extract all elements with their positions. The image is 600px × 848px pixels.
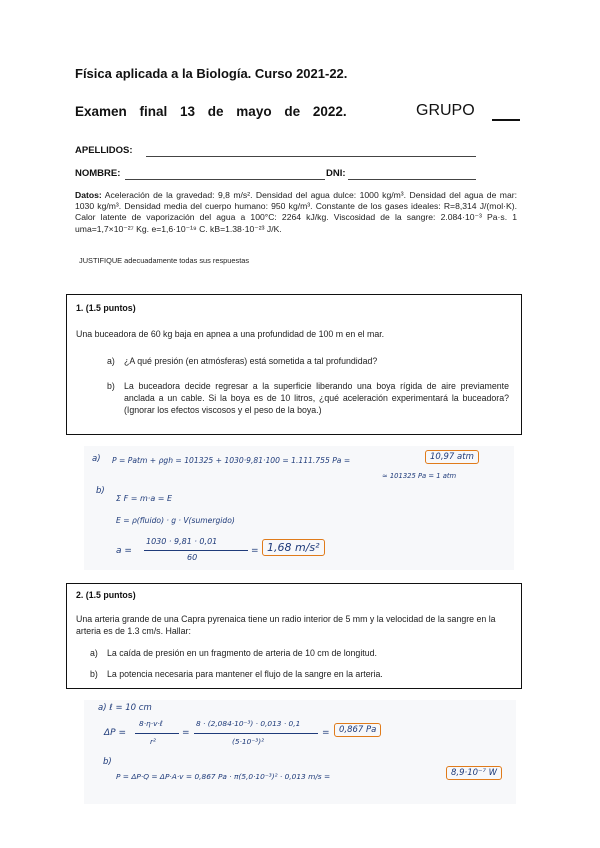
solution-2a-lhs: ΔP = — [104, 728, 126, 738]
solution-1b-force-balance: Σ F = m·a = E — [116, 494, 173, 503]
solution-1a-label: a) — [92, 454, 101, 464]
datos-text: Aceleración de la gravedad: 9,8 m/s². Densidad del agua dulce: 1000 kg/m³. Densidad del agua de mar: 1030 kg/m³. Densidad media del cuerpo humano: 950 kg/m³. Constante de los gases ideales: R=8,314 J/(mol·K). Calor latente de vaporización del agua a 100°C: 2264 kJ/kg. Viscosidad de la sangre: 2.084·10⁻³ Pa·s. 1 uma=1,7×10⁻²⁷ Kg. e=1,6·10⁻¹⁹ C. kB=1.38·10⁻²³ J/K. — [75, 190, 517, 234]
solution-1b-fraction-bar — [144, 550, 248, 551]
solution-2b-answer: 8,9·10⁻⁷ W — [446, 766, 502, 780]
exam-title: Examen final 13 de mayo de 2022. — [75, 104, 347, 119]
question-2-box — [66, 583, 522, 689]
dni-label: DNI: — [326, 168, 346, 179]
question-2b-label: b) — [90, 669, 98, 679]
solution-1b-answer: 1,68 m/s² — [262, 539, 325, 556]
solution-2a-answer: 0,867 Pa — [334, 723, 381, 737]
solution-1a-answer: 10,97 atm — [425, 450, 479, 464]
solution-2a-equals-1: = — [182, 728, 190, 738]
question-2a-text: La caída de presión en un fragmento de arteria de 10 cm de longitud. — [107, 648, 377, 658]
grupo-label: GRUPO — [416, 102, 475, 119]
solution-2a-fraction-bar-2 — [194, 733, 318, 734]
nombre-field[interactable] — [125, 179, 325, 180]
solution-2a-fraction-bar-1 — [135, 733, 179, 734]
solution-2a-values-den: (5·10⁻³)² — [232, 737, 265, 746]
datos-label: Datos: — [75, 190, 102, 200]
question-2a-label: a) — [90, 648, 98, 658]
apellidos-field[interactable] — [146, 156, 476, 157]
grupo-field[interactable] — [492, 119, 520, 121]
solution-1b-label: b) — [96, 486, 105, 496]
question-1-heading: 1. (1.5 puntos) — [76, 303, 136, 313]
solution-1b-buoyancy: E = ρ(fluido) · g · V(sumergido) — [116, 516, 235, 525]
solution-2b-equation: P = ΔP·Q = ΔP·A·v = 0,867 Pa · π(5,0·10⁻³)² · 0,013 m/s = — [116, 772, 331, 781]
solution-2a-equals-2: = — [322, 728, 330, 738]
justify-note: JUSTIFIQUE adecuadamente todas sus respuestas — [79, 256, 250, 265]
solution-1b-equals: = — [251, 546, 259, 556]
solution-2a-label: a) ℓ = 10 cm — [98, 703, 152, 713]
question-1-box — [66, 294, 522, 435]
dni-field[interactable] — [348, 179, 476, 180]
solution-2-area — [84, 700, 516, 804]
solution-2a-formula-num: 8·η·v·ℓ — [139, 719, 163, 728]
solution-2a-values-num: 8 · (2,084·10⁻³) · 0,013 · 0,1 — [196, 719, 301, 728]
question-1b-text: La buceadora decide regresar a la superficie liberando una boya rígida de aire previamente anclada a un cable. Si la boya es de 10 litros, ¿qué aceleración experimentará la buceadora? (Ignorar los efectos viscosos y el peso de la boya.) — [124, 381, 509, 415]
solution-1a-equation: P = Patm + ρgh = 101325 + 1030·9,81·100 = 1.111.755 Pa = — [112, 456, 351, 465]
solution-1a-note: ≈ 101325 Pa = 1 atm — [382, 472, 457, 480]
question-1-text: Una buceadora de 60 kg baja en apnea a una profundidad de 100 m en el mar. — [76, 329, 385, 339]
question-2b-text: La potencia necesaria para mantener el flujo de la sangre en la arteria. — [107, 669, 383, 679]
solution-1b-a-lhs: a = — [116, 546, 132, 556]
question-2-heading: 2. (1.5 puntos) — [76, 590, 136, 600]
nombre-label: NOMBRE: — [75, 168, 121, 179]
course-title: Física aplicada a la Biología. Curso 2021-22. — [75, 66, 348, 81]
question-1a-text: ¿A qué presión (en atmósferas) está sometida a tal profundidad? — [124, 356, 378, 366]
question-1a-label: a) — [107, 356, 115, 366]
solution-2a-formula-den: r² — [150, 737, 157, 746]
constants-paragraph — [75, 190, 517, 235]
apellidos-label: APELLIDOS: — [75, 145, 133, 156]
question-1b-label: b) — [107, 381, 115, 391]
solution-2b-label: b) — [103, 757, 112, 767]
question-2-text: Una arteria grande de una Capra pyrenaica tiene un radio interior de 5 mm y la velocidad de la sangre en la arteria es de 1.3 cm/s. Hallar: — [76, 614, 496, 636]
solution-1b-numerator: 1030 · 9,81 · 0,01 — [146, 537, 218, 546]
solution-1b-denominator: 60 — [187, 553, 198, 562]
